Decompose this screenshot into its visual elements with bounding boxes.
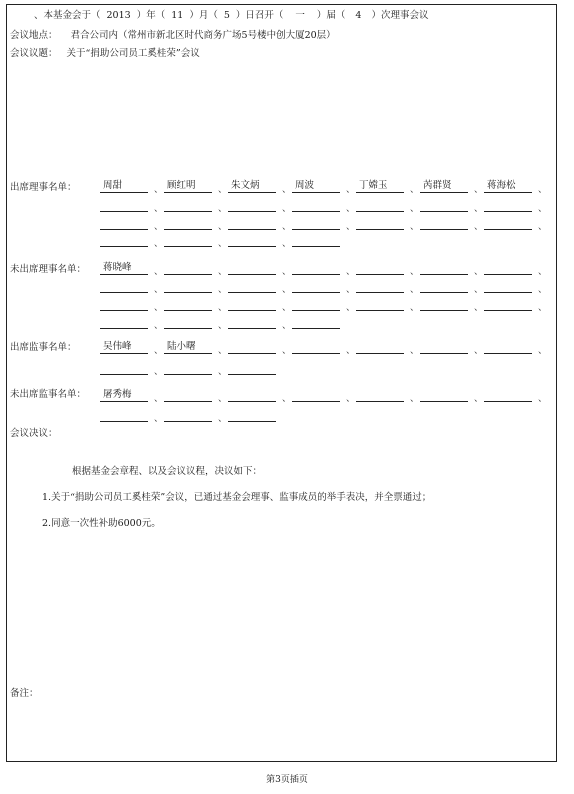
- blank-line: [228, 211, 276, 212]
- separator-mark: 、: [410, 185, 420, 195]
- separator-mark: 、: [218, 222, 228, 232]
- separator-mark: 、: [154, 346, 164, 356]
- blank-line: [420, 192, 468, 193]
- separator-mark: 、: [410, 285, 420, 295]
- blank-line: [356, 401, 404, 402]
- separator-mark: 、: [282, 285, 292, 295]
- separator-mark: 、: [154, 414, 164, 424]
- resolution-item-2: 2.同意一次性补助6000元。: [42, 518, 161, 529]
- separator-mark: 、: [538, 346, 548, 356]
- blank-line: [420, 310, 468, 311]
- member-name: 陆小曙: [167, 341, 196, 352]
- blank-line: [164, 292, 212, 293]
- blank-line: [100, 353, 148, 354]
- member-name: 顾红明: [167, 180, 196, 191]
- separator-mark: 、: [154, 239, 164, 249]
- separator-mark: 、: [154, 303, 164, 313]
- blank-line: [228, 274, 276, 275]
- blank-line: [420, 211, 468, 212]
- blank-line: [100, 246, 148, 247]
- blank-line: [484, 192, 532, 193]
- blank-line: [100, 229, 148, 230]
- separator-mark: 、: [218, 285, 228, 295]
- separator-mark: 、: [538, 394, 548, 404]
- blank-line: [420, 401, 468, 402]
- blank-line: [356, 274, 404, 275]
- blank-line: [484, 401, 532, 402]
- separator-mark: 、: [218, 267, 228, 277]
- blank-line: [484, 211, 532, 212]
- separator-mark: 、: [154, 204, 164, 214]
- separator-mark: 、: [282, 204, 292, 214]
- blank-line: [292, 353, 340, 354]
- separator-mark: 、: [218, 321, 228, 331]
- blank-line: [100, 401, 148, 402]
- separator-mark: 、: [346, 204, 356, 214]
- blank-line: [356, 292, 404, 293]
- separator-mark: 、: [346, 394, 356, 404]
- separator-mark: 、: [154, 185, 164, 195]
- blank-line: [228, 374, 276, 375]
- blank-line: [228, 310, 276, 311]
- member-name: 周甜: [103, 180, 123, 191]
- blank-line: [292, 292, 340, 293]
- blank-line: [100, 211, 148, 212]
- blank-line: [100, 421, 148, 422]
- blank-line: [484, 292, 532, 293]
- blank-line: [164, 274, 212, 275]
- separator-mark: 、: [282, 185, 292, 195]
- separator-mark: 、: [410, 222, 420, 232]
- separator-mark: 、: [474, 303, 484, 313]
- separator-mark: 、: [474, 267, 484, 277]
- separator-mark: 、: [154, 367, 164, 377]
- blank-line: [292, 328, 340, 329]
- separator-mark: 、: [282, 239, 292, 249]
- blank-line: [420, 292, 468, 293]
- blank-line: [228, 328, 276, 329]
- separator-mark: 、: [538, 303, 548, 313]
- separator-mark: 、: [154, 222, 164, 232]
- separator-mark: 、: [218, 394, 228, 404]
- separator-mark: 、: [474, 204, 484, 214]
- separator-mark: 、: [474, 185, 484, 195]
- blank-line: [164, 310, 212, 311]
- blank-line: [164, 374, 212, 375]
- header-year-suffix: ）年（: [136, 10, 166, 21]
- separator-mark: 、: [538, 204, 548, 214]
- header-number-suffix: ）次理事会议: [371, 10, 429, 21]
- member-name: 吴伟峰: [103, 341, 132, 352]
- separator-mark: 、: [282, 346, 292, 356]
- separator-mark: 、: [474, 346, 484, 356]
- blank-line: [228, 192, 276, 193]
- separator-mark: 、: [154, 285, 164, 295]
- member-name: 芮群贤: [423, 180, 452, 191]
- separator-mark: 、: [410, 303, 420, 313]
- blank-line: [228, 401, 276, 402]
- blank-line: [100, 328, 148, 329]
- separator-mark: 、: [218, 239, 228, 249]
- separator-mark: 、: [538, 222, 548, 232]
- blank-line: [164, 401, 212, 402]
- separator-mark: 、: [410, 394, 420, 404]
- blank-line: [420, 353, 468, 354]
- meeting-number: 4: [355, 10, 362, 21]
- separator-mark: 、: [346, 267, 356, 277]
- member-name: 蒋海松: [487, 180, 516, 191]
- separator-mark: 、: [474, 222, 484, 232]
- meeting-session: 一: [295, 10, 305, 21]
- separator-mark: 、: [538, 267, 548, 277]
- blank-line: [164, 192, 212, 193]
- blank-line: [356, 310, 404, 311]
- topic-value: 关于“捐助公司员工奚桂荣”会议: [66, 48, 200, 59]
- form-border: [6, 4, 557, 762]
- blank-line: [228, 353, 276, 354]
- separator-mark: 、: [154, 394, 164, 404]
- separator-mark: 、: [154, 267, 164, 277]
- member-name: 蒋晓峰: [103, 262, 132, 273]
- blank-line: [356, 211, 404, 212]
- blank-line: [292, 401, 340, 402]
- blank-line: [100, 374, 148, 375]
- separator-mark: 、: [218, 346, 228, 356]
- separator-mark: 、: [474, 394, 484, 404]
- resolution-label: 会议决议：: [10, 428, 58, 439]
- blank-line: [228, 229, 276, 230]
- topic-label: 会议议题：: [10, 48, 58, 59]
- blank-line: [228, 292, 276, 293]
- blank-line: [164, 328, 212, 329]
- blank-line: [228, 421, 276, 422]
- separator-mark: 、: [282, 394, 292, 404]
- resolution-intro: 根据基金会章程、以及会议议程，决议如下：: [72, 466, 263, 477]
- blank-line: [100, 292, 148, 293]
- separator-mark: 、: [282, 303, 292, 313]
- meeting-header: [34, 10, 428, 22]
- resolution-item-1: 1.关于“捐助公司员工奚桂荣”会议，已通过基金会理事、监事成员的举手表决，并全票通过；: [42, 492, 432, 503]
- separator-mark: 、: [346, 285, 356, 295]
- blank-line: [164, 353, 212, 354]
- blank-line: [420, 229, 468, 230]
- blank-line: [164, 211, 212, 212]
- meeting-month: 11: [171, 10, 184, 21]
- blank-line: [292, 229, 340, 230]
- separator-mark: 、: [410, 346, 420, 356]
- absent-supervisors-label: 未出席监事名单：: [10, 389, 87, 400]
- blank-line: [292, 310, 340, 311]
- blank-line: [164, 229, 212, 230]
- meeting-day: 5: [223, 10, 230, 21]
- separator-mark: 、: [218, 414, 228, 424]
- separator-mark: 、: [154, 321, 164, 331]
- blank-line: [292, 211, 340, 212]
- meeting-year: 2013: [106, 10, 131, 21]
- header-month-suffix: ）月（: [189, 10, 218, 21]
- blank-line: [484, 274, 532, 275]
- location-value: 君合公司内（常州市新北区时代商务广场5号楼中创大厦20层）: [70, 30, 336, 41]
- separator-mark: 、: [538, 285, 548, 295]
- blank-line: [164, 421, 212, 422]
- member-name: 屠秀梅: [103, 389, 132, 400]
- attending-directors-label: 出席理事名单：: [10, 182, 77, 193]
- separator-mark: 、: [538, 185, 548, 195]
- separator-mark: 、: [410, 267, 420, 277]
- separator-mark: 、: [410, 204, 420, 214]
- separator-mark: 、: [282, 222, 292, 232]
- header-prefix: 、本基金会于（: [34, 10, 101, 21]
- absent-directors-label: 未出席理事名单：: [10, 264, 87, 275]
- blank-line: [100, 192, 148, 193]
- member-name: 周波: [295, 180, 315, 191]
- blank-line: [292, 274, 340, 275]
- blank-line: [292, 246, 340, 247]
- separator-mark: 、: [282, 321, 292, 331]
- separator-mark: 、: [218, 303, 228, 313]
- separator-mark: 、: [474, 285, 484, 295]
- blank-line: [484, 353, 532, 354]
- remarks-label: 备注：: [10, 688, 39, 699]
- blank-line: [356, 229, 404, 230]
- blank-line: [100, 274, 148, 275]
- separator-mark: 、: [282, 267, 292, 277]
- blank-line: [356, 353, 404, 354]
- location-row: [10, 30, 336, 42]
- header-day-suffix: ）日召开（: [235, 10, 284, 21]
- separator-mark: 、: [346, 346, 356, 356]
- blank-line: [356, 192, 404, 193]
- blank-line: [100, 310, 148, 311]
- blank-line: [228, 246, 276, 247]
- separator-mark: 、: [218, 367, 228, 377]
- blank-line: [420, 274, 468, 275]
- separator-mark: 、: [346, 222, 356, 232]
- member-name: 丁嫦玉: [359, 180, 388, 191]
- separator-mark: 、: [346, 303, 356, 313]
- separator-mark: 、: [218, 185, 228, 195]
- header-session-suffix: ）届（: [316, 10, 346, 21]
- member-name: 朱文炳: [231, 180, 260, 191]
- blank-line: [484, 310, 532, 311]
- topic-row: [10, 48, 200, 60]
- page-footer: 第3页插页: [266, 775, 308, 785]
- separator-mark: 、: [218, 204, 228, 214]
- separator-mark: 、: [346, 185, 356, 195]
- location-label: 会议地点：: [10, 30, 58, 41]
- blank-line: [164, 246, 212, 247]
- blank-line: [484, 229, 532, 230]
- blank-line: [292, 192, 340, 193]
- attending-supervisors-label: 出席监事名单：: [10, 342, 77, 353]
